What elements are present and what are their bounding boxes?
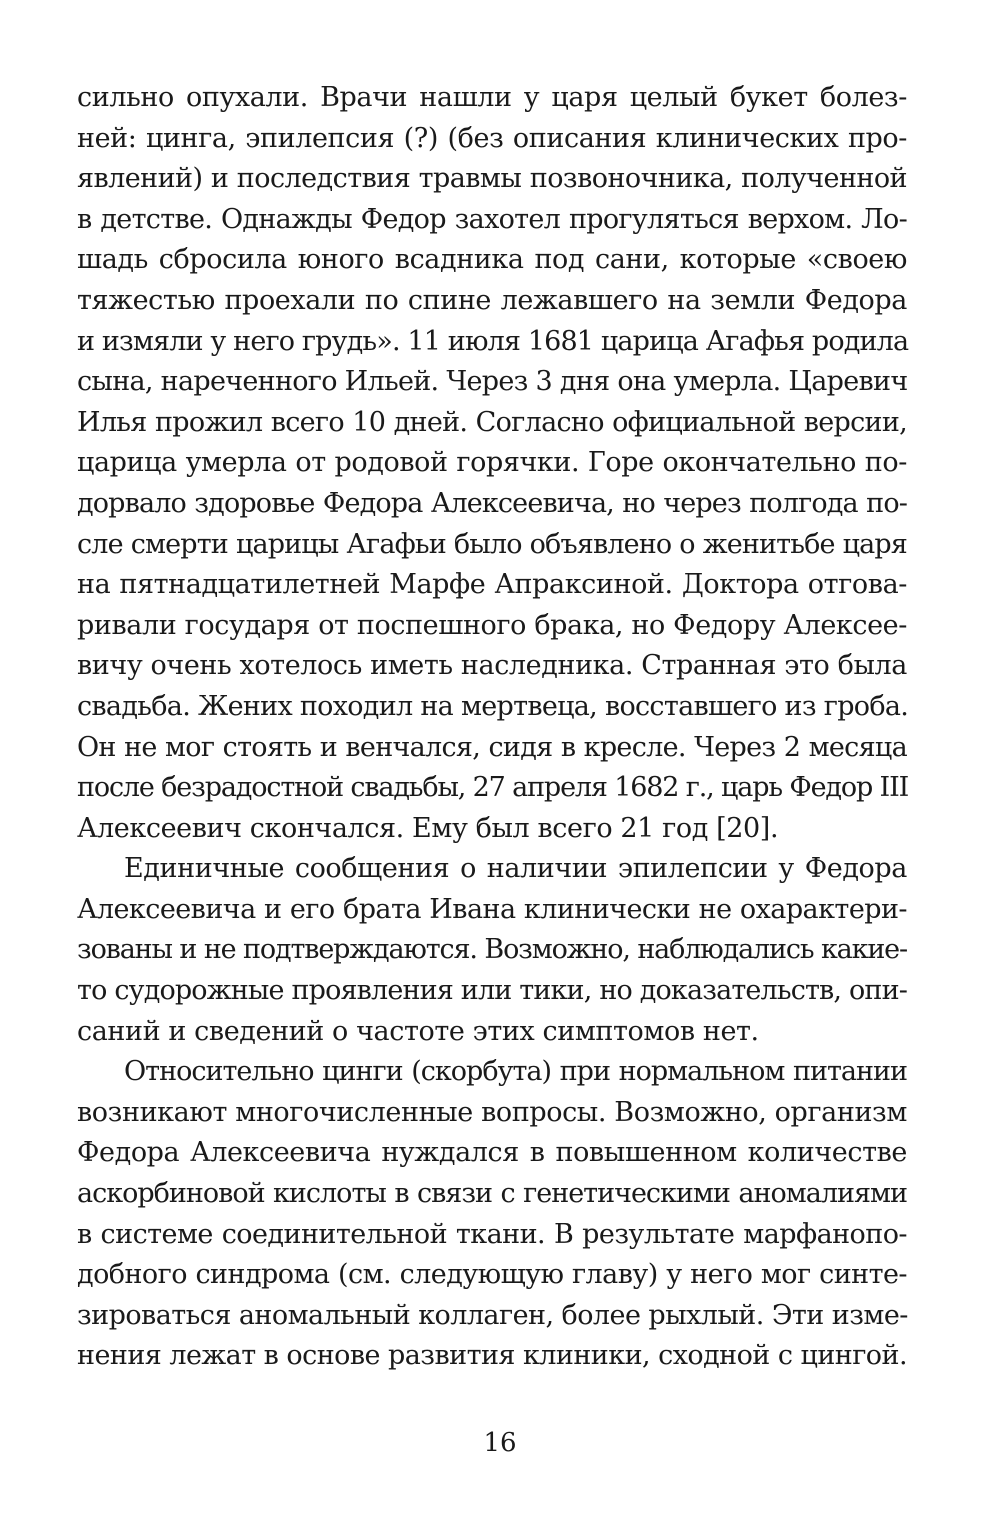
text-line: Единичные сообщения о наличии эпилепсии у Федора	[124, 853, 907, 885]
text-line: саний и сведений о частоте этих симптомов нет.	[77, 1015, 759, 1047]
text-line: явлений) и последствия травмы позвоночника, полученной	[77, 163, 907, 195]
text-line: зованы и не подтверждаются. Возможно, наблюдались какие-	[77, 934, 907, 966]
text-line: Он не мог стоять и венчался, сидя в кресле. Через 2 месяца	[77, 731, 907, 763]
text-line: дорвало здоровье Федора Алексеевича, но через полгода по-	[77, 487, 907, 519]
text-line: зироваться аномальный коллаген, более рыхлый. Эти изме-	[77, 1299, 908, 1331]
text-line: после безрадостной свадьбы, 27 апреля 1682 г., царь Федор III	[77, 772, 909, 804]
text-line: Илья прожил всего 10 дней. Согласно официальной версии,	[77, 406, 907, 438]
text-line: возникают многочисленные вопросы. Возможно, организм	[77, 1096, 907, 1128]
text-line: сле смерти царицы Агафьи было объявлено о женитьбе царя	[77, 528, 907, 560]
text-line: Алексеевича и его брата Ивана клинически не охарактери-	[77, 893, 907, 925]
text-line: Федора Алексеевича нуждался в повышенном количестве	[77, 1137, 907, 1169]
text-line: ривали государя от поспешного брака, но Федору Алексее-	[77, 609, 907, 641]
text-line: на пятнадцатилетней Марфе Апраксиной. Доктора отгова-	[77, 569, 907, 601]
text-line: сына, нареченного Ильей. Через 3 дня она умерла. Царевич	[77, 366, 908, 398]
text-line: аскорбиновой кислоты в связи с генетическими аномалиями	[77, 1178, 907, 1210]
text-line: тяжестью проехали по спине лежавшего на земли Федора	[77, 284, 907, 316]
paragraph-2	[77, 849, 907, 1052]
text-line: свадьба. Жених походил на мертвеца, восставшего из гроба.	[77, 690, 909, 722]
text-line: Алексеевич скончался. Ему был всего 21 год [20].	[77, 812, 779, 844]
text-line: царица умерла от родовой горячки. Горе окончательно по-	[77, 447, 907, 479]
text-line: вичу очень хотелось иметь наследника. Странная это была	[77, 650, 907, 682]
text-line: Относительно цинги (скорбута) при нормальном питании	[124, 1056, 907, 1088]
page-body	[77, 78, 907, 1377]
text-line: шадь сбросила юного всадника под сани, которые «своею	[77, 244, 907, 276]
text-line: нения лежат в основе развития клиники, сходной с цингой.	[77, 1340, 907, 1372]
text-line: и измяли у него грудь». 11 июля 1681 царица Агафья родила	[77, 325, 909, 357]
text-line: в детстве. Однажды Федор захотел прогуляться верхом. Ло-	[77, 203, 907, 235]
text-line: добного синдрома (см. следующую главу) у него мог синте-	[77, 1259, 907, 1291]
page-number: 16	[483, 1428, 517, 1458]
paragraph-3	[77, 1052, 907, 1377]
text-line: ней: цинга, эпилепсия (?) (без описания клинических про-	[77, 122, 907, 154]
text-line: сильно опухали. Врачи нашли у царя целый букет болез-	[77, 82, 907, 113]
paragraph-1	[77, 78, 907, 849]
text-line: в системе соединительной ткани. В результате марфанопо-	[77, 1218, 907, 1250]
text-line: то судорожные проявления или тики, но доказательств, опи-	[77, 975, 907, 1007]
